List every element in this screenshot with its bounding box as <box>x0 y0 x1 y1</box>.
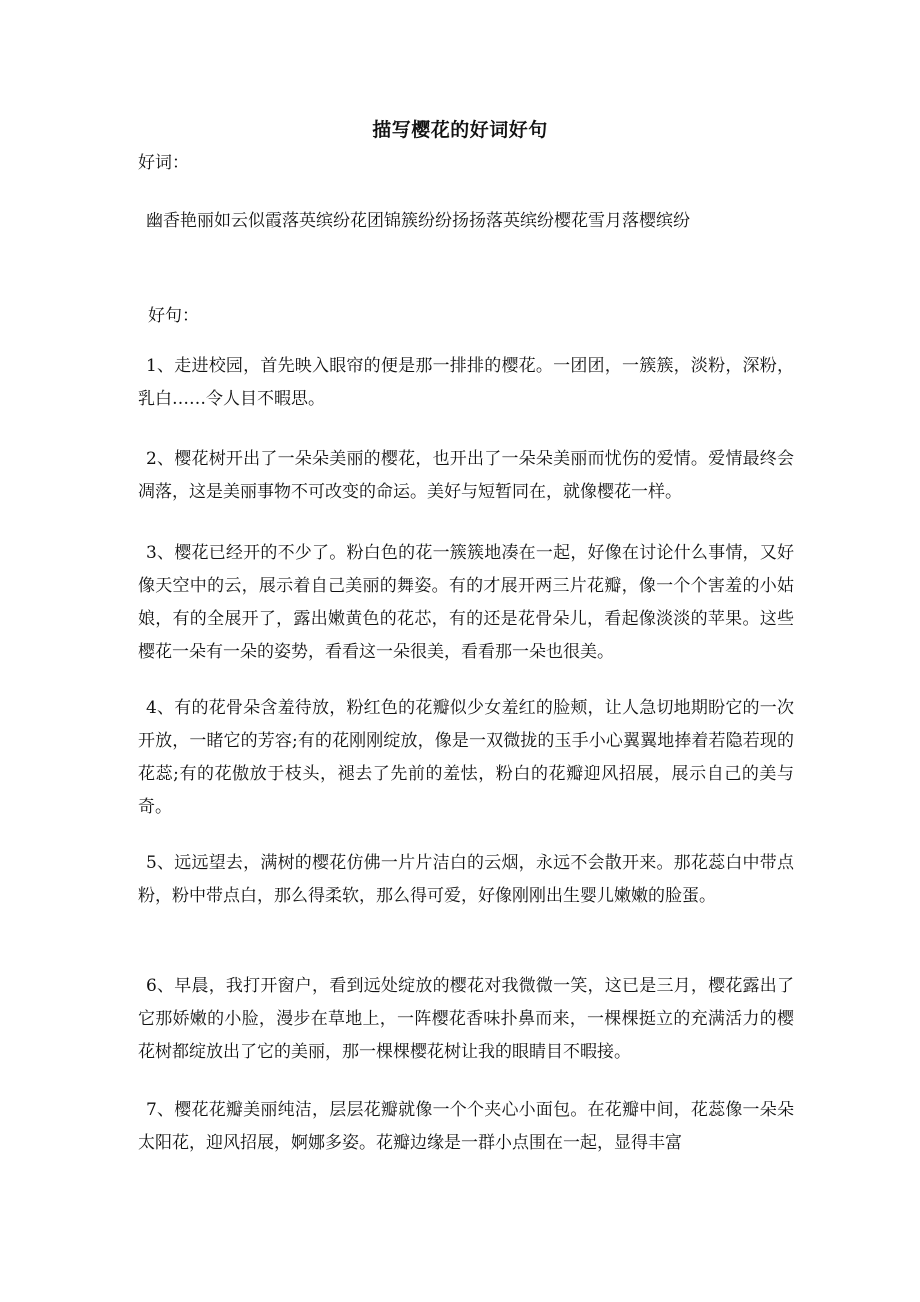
good-words-label: 好词： <box>138 153 189 173</box>
sentence-2: 2、樱花树开出了一朵朵美丽的樱花，也开出了一朵朵美丽而忧伤的爱情。爱情最终会凋落，这是美丽事物不可改变的命运。美好与短暂同在，就像樱花一样。 <box>138 449 794 502</box>
document-title: 描写樱花的好词好句 <box>372 119 548 141</box>
sentence-4: 4、有的花骨朵含羞待放，粉红色的花瓣似少女羞红的脸颊，让人急切地期盼它的一次开放，一睹它的芳容;有的花刚刚绽放，像是一双微拢的玉手小心翼翼地捧着若隐若现的花蕊;有的花傲放于枝头，褪去了先前的羞怯，粉白的花瓣迎风招展，展示自己的美与奇。 <box>138 698 794 817</box>
sentence-3: 3、樱花已经开的不少了。粉白色的花一簇簇地凑在一起，好像在讨论什么事情，又好像天空中的云，展示着自己美丽的舞姿。有的才展开两三片花瓣，像一个个害羞的小姑娘，有的全展开了，露出嫩黄色的花芯，有的还是花骨朵儿，看起像淡淡的苹果。这些樱花一朵有一朵的姿势，看看这一朵很美，看看那一朵也很美。 <box>138 543 794 662</box>
good-words-text: 幽香艳丽如云似霞落英缤纷花团锦簇纷纷扬扬落英缤纷樱花雪月落樱缤纷 <box>146 211 690 231</box>
good-sentences-label: 好句： <box>148 306 199 326</box>
sentence-7: 7、樱花花瓣美丽纯洁，层层花瓣就像一个个夹心小面包。在花瓣中间，花蕊像一朵朵太阳花，迎风招展，婀娜多姿。花瓣边缘是一群小点围在一起，显得丰富 <box>138 1100 794 1153</box>
sentence-5: 5、远远望去，满树的樱花仿佛一片片洁白的云烟，永远不会散开来。那花蕊白中带点粉，粉中带点白，那么得柔软，那么得可爱，好像刚刚出生婴儿嫩嫩的脸蛋。 <box>138 853 794 906</box>
sentence-6: 6、早晨，我打开窗户，看到远处绽放的樱花对我微微一笑，这已是三月，樱花露出了它那娇嫩的小脸，漫步在草地上，一阵樱花香味扑鼻而来，一棵棵挺立的充满活力的樱花树都绽放出了它的美丽，那一棵棵樱花树让我的眼睛目不暇接。 <box>138 976 794 1062</box>
sentence-1: 1、走进校园，首先映入眼帘的便是那一排排的樱花。一团团，一簇簇，淡粉，深粉，乳白……令人目不暇思。 <box>138 356 794 409</box>
